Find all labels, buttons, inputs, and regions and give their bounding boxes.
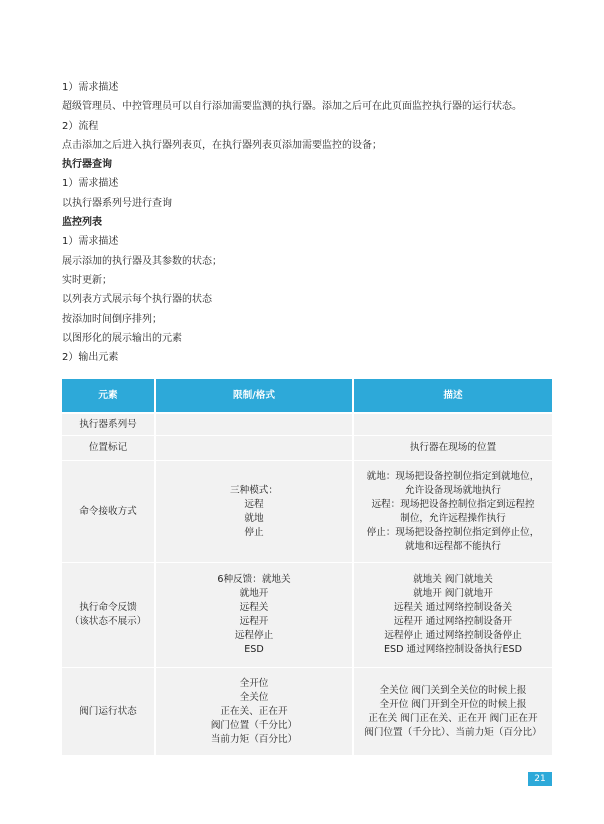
cell-line: 当前力矩（百分比） bbox=[210, 733, 298, 745]
cell-line: 执行器在现场的位置 bbox=[409, 442, 497, 453]
cell-line: 阀门运行状态 bbox=[79, 705, 137, 717]
paragraph: 实时更新； bbox=[62, 274, 112, 286]
cell-line: 阀门位置（千分比） bbox=[210, 719, 298, 731]
cell-line: 远程停止 bbox=[234, 630, 274, 641]
cell-format bbox=[154, 563, 352, 668]
document-body bbox=[62, 78, 562, 367]
cell-line: 就地关 阀门就地关 bbox=[413, 574, 493, 585]
paragraph: 2）流程 bbox=[62, 120, 99, 132]
section-heading: 执行器查询 bbox=[62, 159, 112, 171]
cell-description bbox=[352, 461, 552, 563]
cell-line: 就地 bbox=[244, 512, 264, 524]
paragraph: 以列表方式展示每个执行器的状态 bbox=[62, 294, 212, 306]
output-elements-table bbox=[62, 379, 552, 756]
cell-line: 停止：现场把设备控制位指定到停止位， bbox=[366, 526, 540, 538]
cell-line: 远程关 bbox=[239, 602, 269, 613]
header-description: 描述 bbox=[352, 379, 552, 414]
cell-line: 就地开 bbox=[239, 588, 269, 599]
cell-line: 远程开 bbox=[239, 616, 269, 627]
paragraph: 超级管理员、中控管理员可以自行添加需要监测的执行器。添加之后可在此页面监控执行器的运行状态。 bbox=[62, 101, 522, 113]
cell-line: ESD bbox=[244, 644, 264, 655]
cell-description bbox=[352, 563, 552, 668]
cell-description bbox=[352, 414, 552, 436]
cell-line: 全开位 阀门开到全开位的时候上报 bbox=[379, 698, 527, 710]
section-heading: 监控列表 bbox=[62, 217, 102, 229]
cell-format bbox=[154, 461, 352, 563]
cell-format bbox=[154, 414, 352, 436]
paragraph: 以执行器系列号进行查询 bbox=[62, 197, 172, 209]
cell-line: 远程 bbox=[244, 498, 264, 510]
cell-description bbox=[352, 436, 552, 461]
paragraph: 2）输出元素 bbox=[62, 352, 119, 364]
cell-line: 就地开 阀门就地开 bbox=[413, 588, 493, 599]
cell-description bbox=[352, 668, 552, 756]
cell-format bbox=[154, 436, 352, 461]
cell-line: 允许设备现场就地执行 bbox=[405, 484, 501, 496]
header-element: 元素 bbox=[62, 379, 154, 414]
table-row bbox=[62, 563, 552, 668]
cell-element bbox=[62, 436, 154, 461]
table-header-row bbox=[62, 379, 552, 414]
table-row bbox=[62, 461, 552, 563]
cell-line: 制位，允许远程操作执行 bbox=[400, 512, 506, 524]
paragraph: 1）需求描述 bbox=[62, 82, 119, 93]
cell-line: 全开位 bbox=[239, 677, 269, 689]
paragraph: 展示添加的执行器及其参数的状态； bbox=[62, 255, 222, 267]
cell-line: ESD 通过网络控制设备执行ESD bbox=[383, 644, 523, 655]
cell-line: 远程停止 通过网络控制设备停止 bbox=[384, 630, 522, 641]
table-row bbox=[62, 436, 552, 461]
paragraph: 1）需求描述 bbox=[62, 236, 119, 248]
cell-line: 全关位 阀门关到全关位的时候上报 bbox=[379, 684, 527, 696]
paragraph: 点击添加之后进入执行器列表页，在执行器列表页添加需要监控的设备； bbox=[62, 139, 382, 151]
paragraph: 以图形化的展示输出的元素 bbox=[62, 332, 182, 344]
paragraph: 1）需求描述 bbox=[62, 178, 119, 190]
cell-element bbox=[62, 461, 154, 563]
cell-line: 正在关、正在开 bbox=[220, 705, 288, 717]
cell-line: 就地和远程都不能执行 bbox=[405, 540, 501, 552]
cell-line: 执行器系列号 bbox=[79, 418, 137, 430]
cell-element bbox=[62, 563, 154, 668]
cell-format bbox=[154, 668, 352, 756]
paragraph: 按添加时间倒序排列； bbox=[62, 313, 162, 325]
cell-line: 执行命令反馈 bbox=[79, 602, 137, 613]
cell-line: 命令接收方式 bbox=[79, 505, 137, 517]
cell-line: 远程关 通过网络控制设备关 bbox=[393, 602, 513, 613]
cell-line: 位置标记 bbox=[88, 442, 128, 453]
cell-line: 6种反馈：就地关 bbox=[217, 574, 291, 585]
cell-line: 三种模式： bbox=[230, 484, 278, 496]
cell-line: 就地：现场把设备控制位指定到就地位， bbox=[366, 470, 540, 482]
cell-line: 阀门位置（千分比）、当前力矩（百分比） bbox=[364, 726, 542, 738]
cell-element bbox=[62, 668, 154, 756]
page-number: 21 bbox=[528, 772, 552, 786]
cell-line: 远程：现场把设备控制位指定到远程控 bbox=[371, 498, 535, 510]
header-format: 限制/格式 bbox=[154, 379, 352, 414]
cell-line: （该状态不展示） bbox=[69, 616, 147, 627]
cell-line: 全关位 bbox=[239, 691, 269, 703]
cell-element bbox=[62, 414, 154, 436]
cell-line: 正在关 阀门正在关、正在开 阀门正在开 bbox=[368, 712, 538, 724]
table-row bbox=[62, 668, 552, 756]
cell-line: 停止 bbox=[244, 526, 264, 538]
table-row bbox=[62, 414, 552, 436]
cell-line: 远程开 通过网络控制设备开 bbox=[393, 616, 513, 627]
